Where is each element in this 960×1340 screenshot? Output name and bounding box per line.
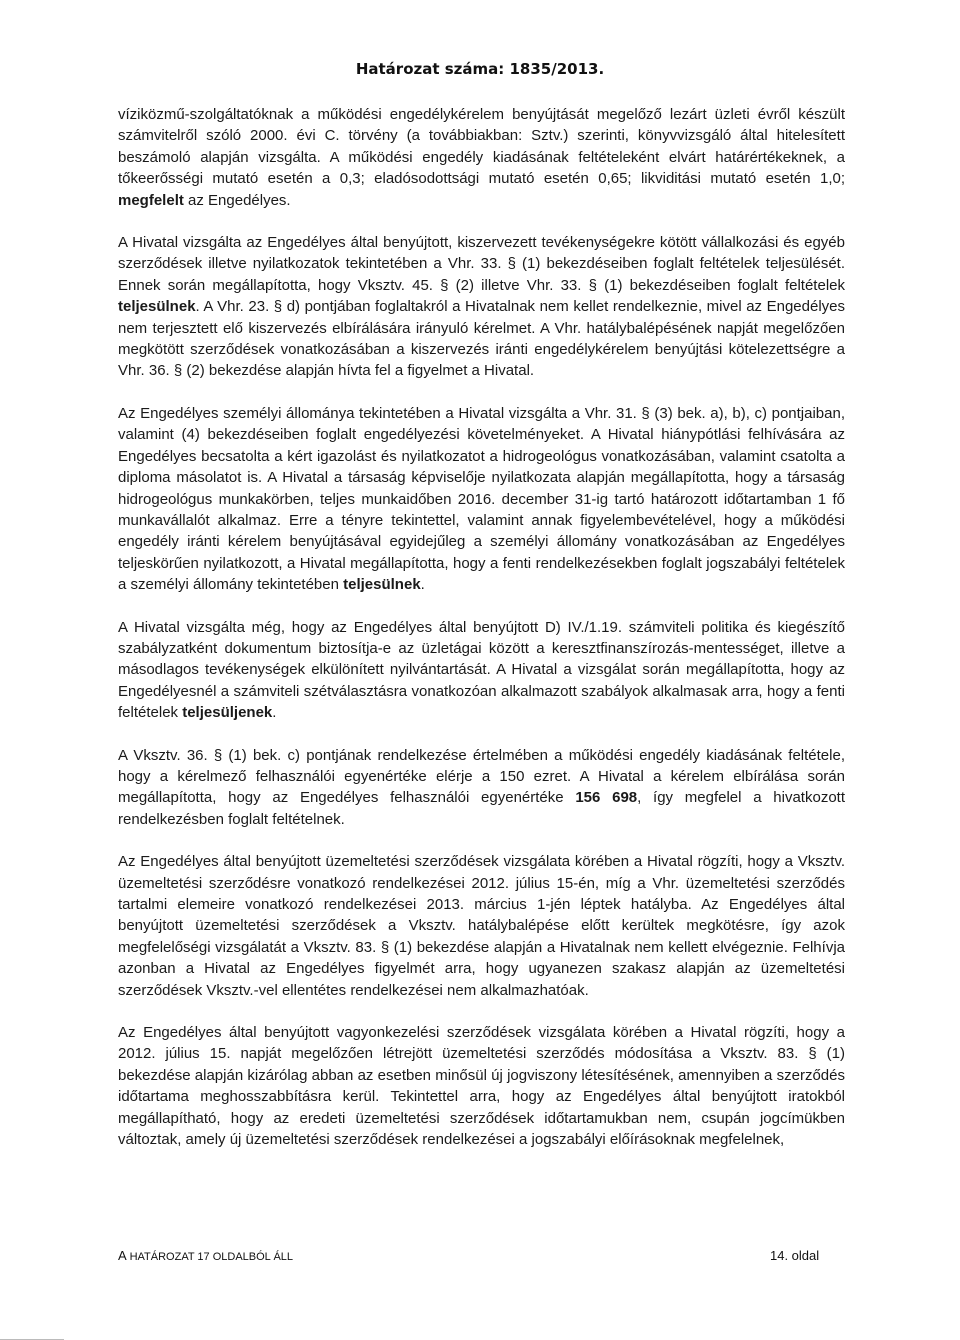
paragraph-asset-management: Az Engedélyes által benyújtott vagyonkezelési szerződések vizsgálata körében a Hivatal rögzíti, hogy a 2012. július 15. napját megelőzően létrejött üzemeltetési szerződés módosítása a Vksztv. 83. § (1) bekezdése alapján kizárólag abban az esetben minősül új jogviszony létesítésének, amennyiben a szerződés időtartama meghosszabbításra kerül. Tekintettel arra, hogy az Engedélyes által benyújtott iratokból megállapítható, hogy az eredeti üzemeltetési szerződések időtartamukban nem, csupán jogcímükben változtak, amely új üzemeltetési szerződések rendelkezései a jogszabályi előírásoknak megfelelnek, xyxy=(118,1024,845,1149)
paragraph-financial-indicators: víziközmű-szolgáltatóknak a működési engedélykérelem benyújtását megelőző lezárt üzleti évről készült számvitelről szóló 2000. évi C. törvény (a továbbiakban: Sztv.) szerinti, könyvvizsgáló által hitelesített beszámoló alapján vizsgálta. A működési engedély kiadásának feltételeként elvárt határértékeknek, a tőkeerősségi mutató esetén a 0,3; eladósodottsági mutató esetén 0,65; likviditási mutató esetén 1,0; megfelelt az Engedélyes. xyxy=(118,106,845,209)
paragraph-outsourcing: A Hivatal vizsgálta az Engedélyes által benyújtott, kiszervezett tevékenységekre kötött vállalkozási és egyéb szerződések illetve nyilatkozatok tekintetében a Vhr. 33. § (1) bekezdéseiben foglalt feltételek teljesülését. Ennek során megállapította, hogy Vksztv. 45. § (2) illetve Vhr. 33. § (1) bekezdéseiben foglalt feltételek teljesülnek. A Vhr. 23. § d) pontjában foglaltakról a Hivatalnak nem kellet rendelkeznie, mivel az Engedélyes nem terjesztett elő kiszervezés elbírálására irányuló kérelmet. A Vhr. hatálybalépésének napját megelőzően megkötött szerződések vonatkozásában a kiszervezés iránti engedélykérelem benyújtási kötelezettségre a Vhr. 36. § (2) bekezdése alapján hívta fel a figyelmet a Hivatal. xyxy=(118,234,845,380)
paragraph-accounting-policy: A Hivatal vizsgálta még, hogy az Engedélyes által benyújtott D) IV./1.19. számviteli politika és kiegészítő szabályzatként dokumentum biztosítja-e az üzletágai között a keresztfinanszírozás-mentességet, illetve a másodlagos tevékenységek elkülönített nyilvántartását. A Hivatal a vizsgálat során megállapította, hogy az Engedélyesnél a számviteli szétválasztásra vonatkozóan alkalmazott szabályok alkalmasak arra, hogy a fenti feltételek teljesüljenek. xyxy=(118,618,845,722)
emphasis-teljesuljenek: teljesüljenek xyxy=(182,704,273,722)
page-number: 14. oldal xyxy=(770,1248,820,1263)
paragraph-user-equivalent: A Vksztv. 36. § (1) bek. c) pontjának rendelkezése értelmében a működési engedély kiadásának feltétele, hogy a kérelmező felhasználói egyenértéke elérje a 150 ezret. A Hivatal a kérelem elbírálása során megállapította, hogy az Engedélyes felhasználói egyenértéke 156 698, így megfelel a hivatkozott rendelkezésben foglalt feltételnek. xyxy=(118,746,845,828)
paragraph-personnel: Az Engedélyes személyi állománya tekintetében a Hivatal vizsgálta a Vhr. 31. § (3) bek. a), b), c) pontjaiban, valamint (4) bekezdéseiben foglalt engedélyezési követelményeket. A Hivatal hiánypótlási felhívására az Engedélyes becsatolta a kért igazolást és nyilatkozatot a hidrogeológus vonatkozásában, valamint csatolta a diploma másolatot is. A Hivatal a társaság képviselője nyilatkozata alapján megállapította, hogy a társaság hidrogeológus munkakörben, teljes munkaidőben 2016. december 31-ig tartó határozott időtartamban 1 fő munkavállalót alkalmaz. Erre a tényre tekintettel, valamint annak figyelembevételével, hogy a működési engedély iránti kérelem benyújtásával egyidejűleg a személyi állomány vonatkozásában az Engedélyes teljeskörűen nyilatkozott, a Hivatal megállapította, hogy a fenti rendelkezésekben foglalt jogszabályi feltételek a személyi állomány tekintetében teljesülnek. xyxy=(118,404,845,594)
paragraph-operating-contracts: Az Engedélyes által benyújtott üzemeltetési szerződések vizsgálata körében a Hivatal rögzíti, hogy a Vksztv. üzemeltetési szerződésre vonatkozó rendelkezései 2012. július 15-én, míg a Vhr. üzemeltetési szerződés tartalmi elemeire vonatkozó rendelkezései 2013. március 1-jén léptek hatályba. Az Engedélyes által benyújtott üzemeltetési szerződések a Vksztv. hatálybalépése előtt kerültek megkötésre, így azok megfelelőségi vizsgálatát a Vksztv. 83. § (1) bekezdése alapján a Hivatalnak nem kellett elvégeznie. Felhívja azonban a Hivatal az Engedélyes figyelmét arra, hogy ugyanezen szakasz alapján az üzemeltetési szerződések Vksztv.-vel ellentétes rendelkezései nem alkalmazhatóak. xyxy=(118,853,845,999)
page-count-note: A HATÁROZAT 17 OLDALBÓL ÁLL xyxy=(118,1248,294,1263)
emphasis-megfelelt: megfelelt xyxy=(118,191,184,209)
emphasis-user-equivalent-value: 156 698 xyxy=(575,789,638,807)
emphasis-teljesulnek: teljesülnek xyxy=(118,298,196,316)
document-header xyxy=(0,60,960,78)
emphasis-teljesulnek-2: teljesülnek xyxy=(343,576,421,594)
decision-number-title: Határozat száma: 1835/2013. xyxy=(355,60,605,78)
document-body xyxy=(118,104,845,1166)
